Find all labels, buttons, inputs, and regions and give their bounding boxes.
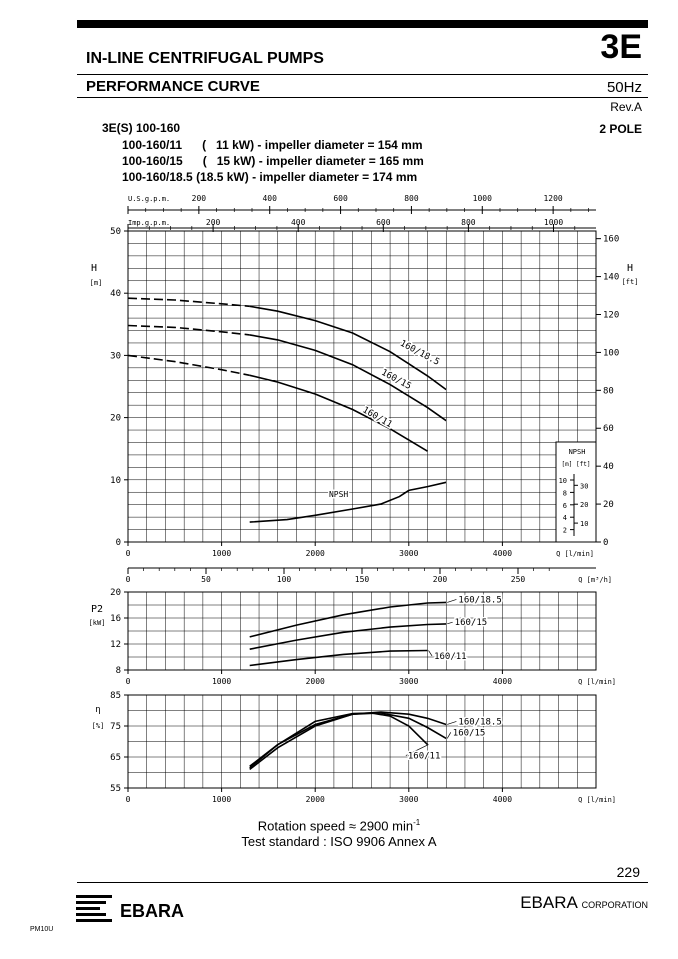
head-curve-dashed — [128, 298, 250, 306]
pole-label: 2 POLE — [599, 122, 642, 136]
eta-x-tick-label: 1000 — [211, 795, 232, 804]
efficiency-label-leader — [447, 732, 451, 738]
ft-tick-label: 40 — [603, 462, 614, 473]
npsh-m-label: 10 — [558, 477, 567, 485]
y-tick-label: 50 — [110, 227, 121, 237]
x-tick-label: 1000 — [211, 549, 232, 558]
y-tick-label: 30 — [110, 351, 121, 362]
power-curve — [250, 651, 428, 666]
npsh-m-label: 4 — [562, 514, 567, 523]
impgpm-tick-label: 600 — [376, 218, 391, 227]
head-curve-label: 160/15 — [379, 367, 413, 392]
eta-axis-unit: [%] — [91, 722, 105, 730]
impgpm-axis-label: Imp.g.p.m. — [128, 219, 171, 227]
rotation-speed-note — [0, 818, 678, 833]
x-axis-label: Q [l/min] — [556, 550, 594, 558]
usgpm-axis-label: U.S.g.p.m. — [128, 195, 171, 203]
m3h-axis-label: Q [m³/h] — [578, 576, 612, 584]
head-curve-dashed — [128, 355, 250, 375]
impgpm-tick-label: 800 — [461, 218, 476, 227]
m3h-tick-label: 200 — [432, 575, 448, 584]
y-tick-label: 10 — [110, 475, 121, 486]
power-label-leader — [447, 622, 452, 624]
y-tick-label: 20 — [110, 413, 121, 424]
power-label-leader — [429, 651, 433, 656]
usgpm-tick-label: 200 — [191, 194, 207, 203]
variant-line: 100-160/11 ( 11 kW) - impeller diameter = 154 mm — [122, 138, 423, 152]
revision-label: Rev.A — [610, 100, 642, 114]
corporation-word: EBARA — [520, 893, 577, 912]
p2-tick-label: 20 — [110, 588, 121, 598]
rotation-exponent: -1 — [413, 818, 421, 827]
corporation-name — [520, 893, 648, 913]
ft-tick-label: 160 — [603, 234, 620, 245]
m3h-tick-label: 100 — [276, 575, 292, 584]
npsh-box-title: NPSH — [568, 448, 586, 456]
efficiency-curve-label: 160/11 — [407, 751, 441, 762]
y-tick-label: 40 — [110, 289, 121, 300]
p2-x-tick-label: 4000 — [492, 677, 513, 686]
efficiency-label-leader — [447, 721, 456, 724]
npsh-ft-label: 30 — [580, 482, 589, 491]
eta-x-tick-label: 3000 — [399, 795, 419, 804]
efficiency-curve-label: 160/15 — [452, 728, 486, 739]
model-label: 3E(S) 100-160 — [102, 121, 181, 135]
usgpm-tick-label: 600 — [333, 194, 348, 203]
ft-tick-label: 80 — [603, 386, 614, 397]
series-title: IN-LINE CENTRIFUGAL PUMPS — [86, 50, 324, 67]
ebara-logo — [76, 893, 196, 923]
eta-axis-label: η — [95, 705, 101, 715]
npsh-m-label: 2 — [562, 526, 567, 535]
test-standard-note: Test standard : ISO 9906 Annex A — [241, 834, 437, 849]
rotation-speed-text: Rotation speed ≈ 2900 min — [257, 818, 414, 834]
x-tick-label: 2000 — [305, 549, 325, 558]
ft-tick-label: 140 — [603, 272, 620, 283]
variant-line: 100-160/15 ( 15 kW) - impeller diameter = 165 mm — [122, 154, 424, 168]
power-label-leader — [447, 599, 456, 602]
head-curve-label: 160/18.5 — [398, 338, 442, 368]
power-curve-label: 160/18.5 — [458, 595, 502, 606]
doc-code: PM10U — [30, 926, 54, 933]
usgpm-tick-label: 1000 — [472, 194, 492, 203]
head-curve-label: 160/11 — [360, 405, 394, 431]
ft-axis-label: H — [626, 263, 634, 274]
eta-tick-label: 75 — [110, 722, 121, 732]
eta-tick-label: 55 — [110, 784, 121, 794]
npsh-m-label: 6 — [562, 501, 567, 510]
usgpm-tick-label: 800 — [404, 194, 419, 203]
ft-tick-label: 100 — [603, 348, 620, 359]
m3h-tick-label: 0 — [125, 575, 131, 584]
npsh-m-label: 8 — [562, 489, 567, 498]
footer-divider — [77, 882, 648, 883]
power-curve — [250, 624, 447, 649]
impgpm-tick-label: 200 — [205, 218, 221, 227]
p2-tick-label: 12 — [110, 640, 121, 650]
p2-x-tick-label: 1000 — [211, 677, 232, 686]
m3h-tick-label: 150 — [354, 575, 370, 584]
npsh-box-units: [m] [ft] — [561, 461, 591, 468]
y-axis-label: H — [90, 263, 98, 274]
p2-x-tick-label: 3000 — [399, 677, 419, 686]
plot-frame — [128, 231, 596, 542]
ft-tick-label: 0 — [603, 538, 609, 548]
ft-tick-label: 60 — [603, 424, 614, 435]
svg-text:EBARA: EBARA — [120, 901, 185, 921]
eta-tick-label: 85 — [110, 691, 121, 701]
x-tick-label: 4000 — [492, 549, 513, 558]
p2-tick-label: 16 — [110, 614, 121, 624]
ft-tick-label: 20 — [603, 500, 614, 511]
frequency-label: 50Hz — [606, 79, 642, 96]
m3h-tick-label: 50 — [201, 575, 211, 584]
p2-x-tick-label: 2000 — [305, 677, 325, 686]
efficiency-curve-label: 160/18.5 — [458, 717, 502, 728]
page-number: 229 — [616, 864, 640, 880]
p2-x-axis-label: Q [l/min] — [578, 678, 616, 686]
ft-axis-unit: [ft] — [621, 278, 639, 286]
eta-x-axis-label: Q [l/min] — [578, 796, 616, 804]
npsh-curve — [250, 482, 447, 522]
x-tick-label: 0 — [125, 549, 131, 558]
impgpm-tick-label: 400 — [290, 218, 306, 227]
usgpm-tick-label: 1200 — [543, 194, 563, 203]
m3h-tick-label: 250 — [510, 575, 526, 584]
eta-x-tick-label: 2000 — [305, 795, 325, 804]
y-tick-label: 0 — [115, 538, 121, 548]
variant-line: 100-160/18.5 (18.5 kW) - impeller diameter = 174 mm — [122, 170, 418, 184]
efficiency-curve — [250, 713, 428, 768]
p2-tick-label: 8 — [115, 666, 121, 676]
head-curve-dashed — [128, 326, 250, 335]
p2-axis-unit: [kW] — [88, 619, 106, 627]
eta-x-tick-label: 4000 — [492, 795, 513, 804]
npsh-ft-label: 20 — [580, 501, 589, 510]
corporation-suffix: CORPORATION — [581, 900, 648, 910]
page-subtitle: PERFORMANCE CURVE — [86, 78, 260, 95]
eta-tick-label: 65 — [110, 753, 121, 763]
npsh-curve-label: NPSH — [328, 490, 349, 500]
usgpm-tick-label: 400 — [262, 194, 277, 203]
impgpm-tick-label: 1000 — [543, 218, 564, 227]
p2-x-tick-label: 0 — [125, 677, 131, 686]
y-axis-unit: [m] — [89, 279, 103, 287]
ft-tick-label: 120 — [603, 310, 620, 321]
eta-x-tick-label: 0 — [125, 795, 131, 804]
power-curve-label: 160/11 — [434, 651, 467, 662]
power-curve-label: 160/15 — [454, 618, 488, 629]
x-tick-label: 3000 — [399, 549, 419, 558]
npsh-ft-label: 10 — [580, 520, 589, 529]
series-code: 3E — [600, 28, 642, 66]
p2-axis-label: P2 — [90, 604, 104, 615]
